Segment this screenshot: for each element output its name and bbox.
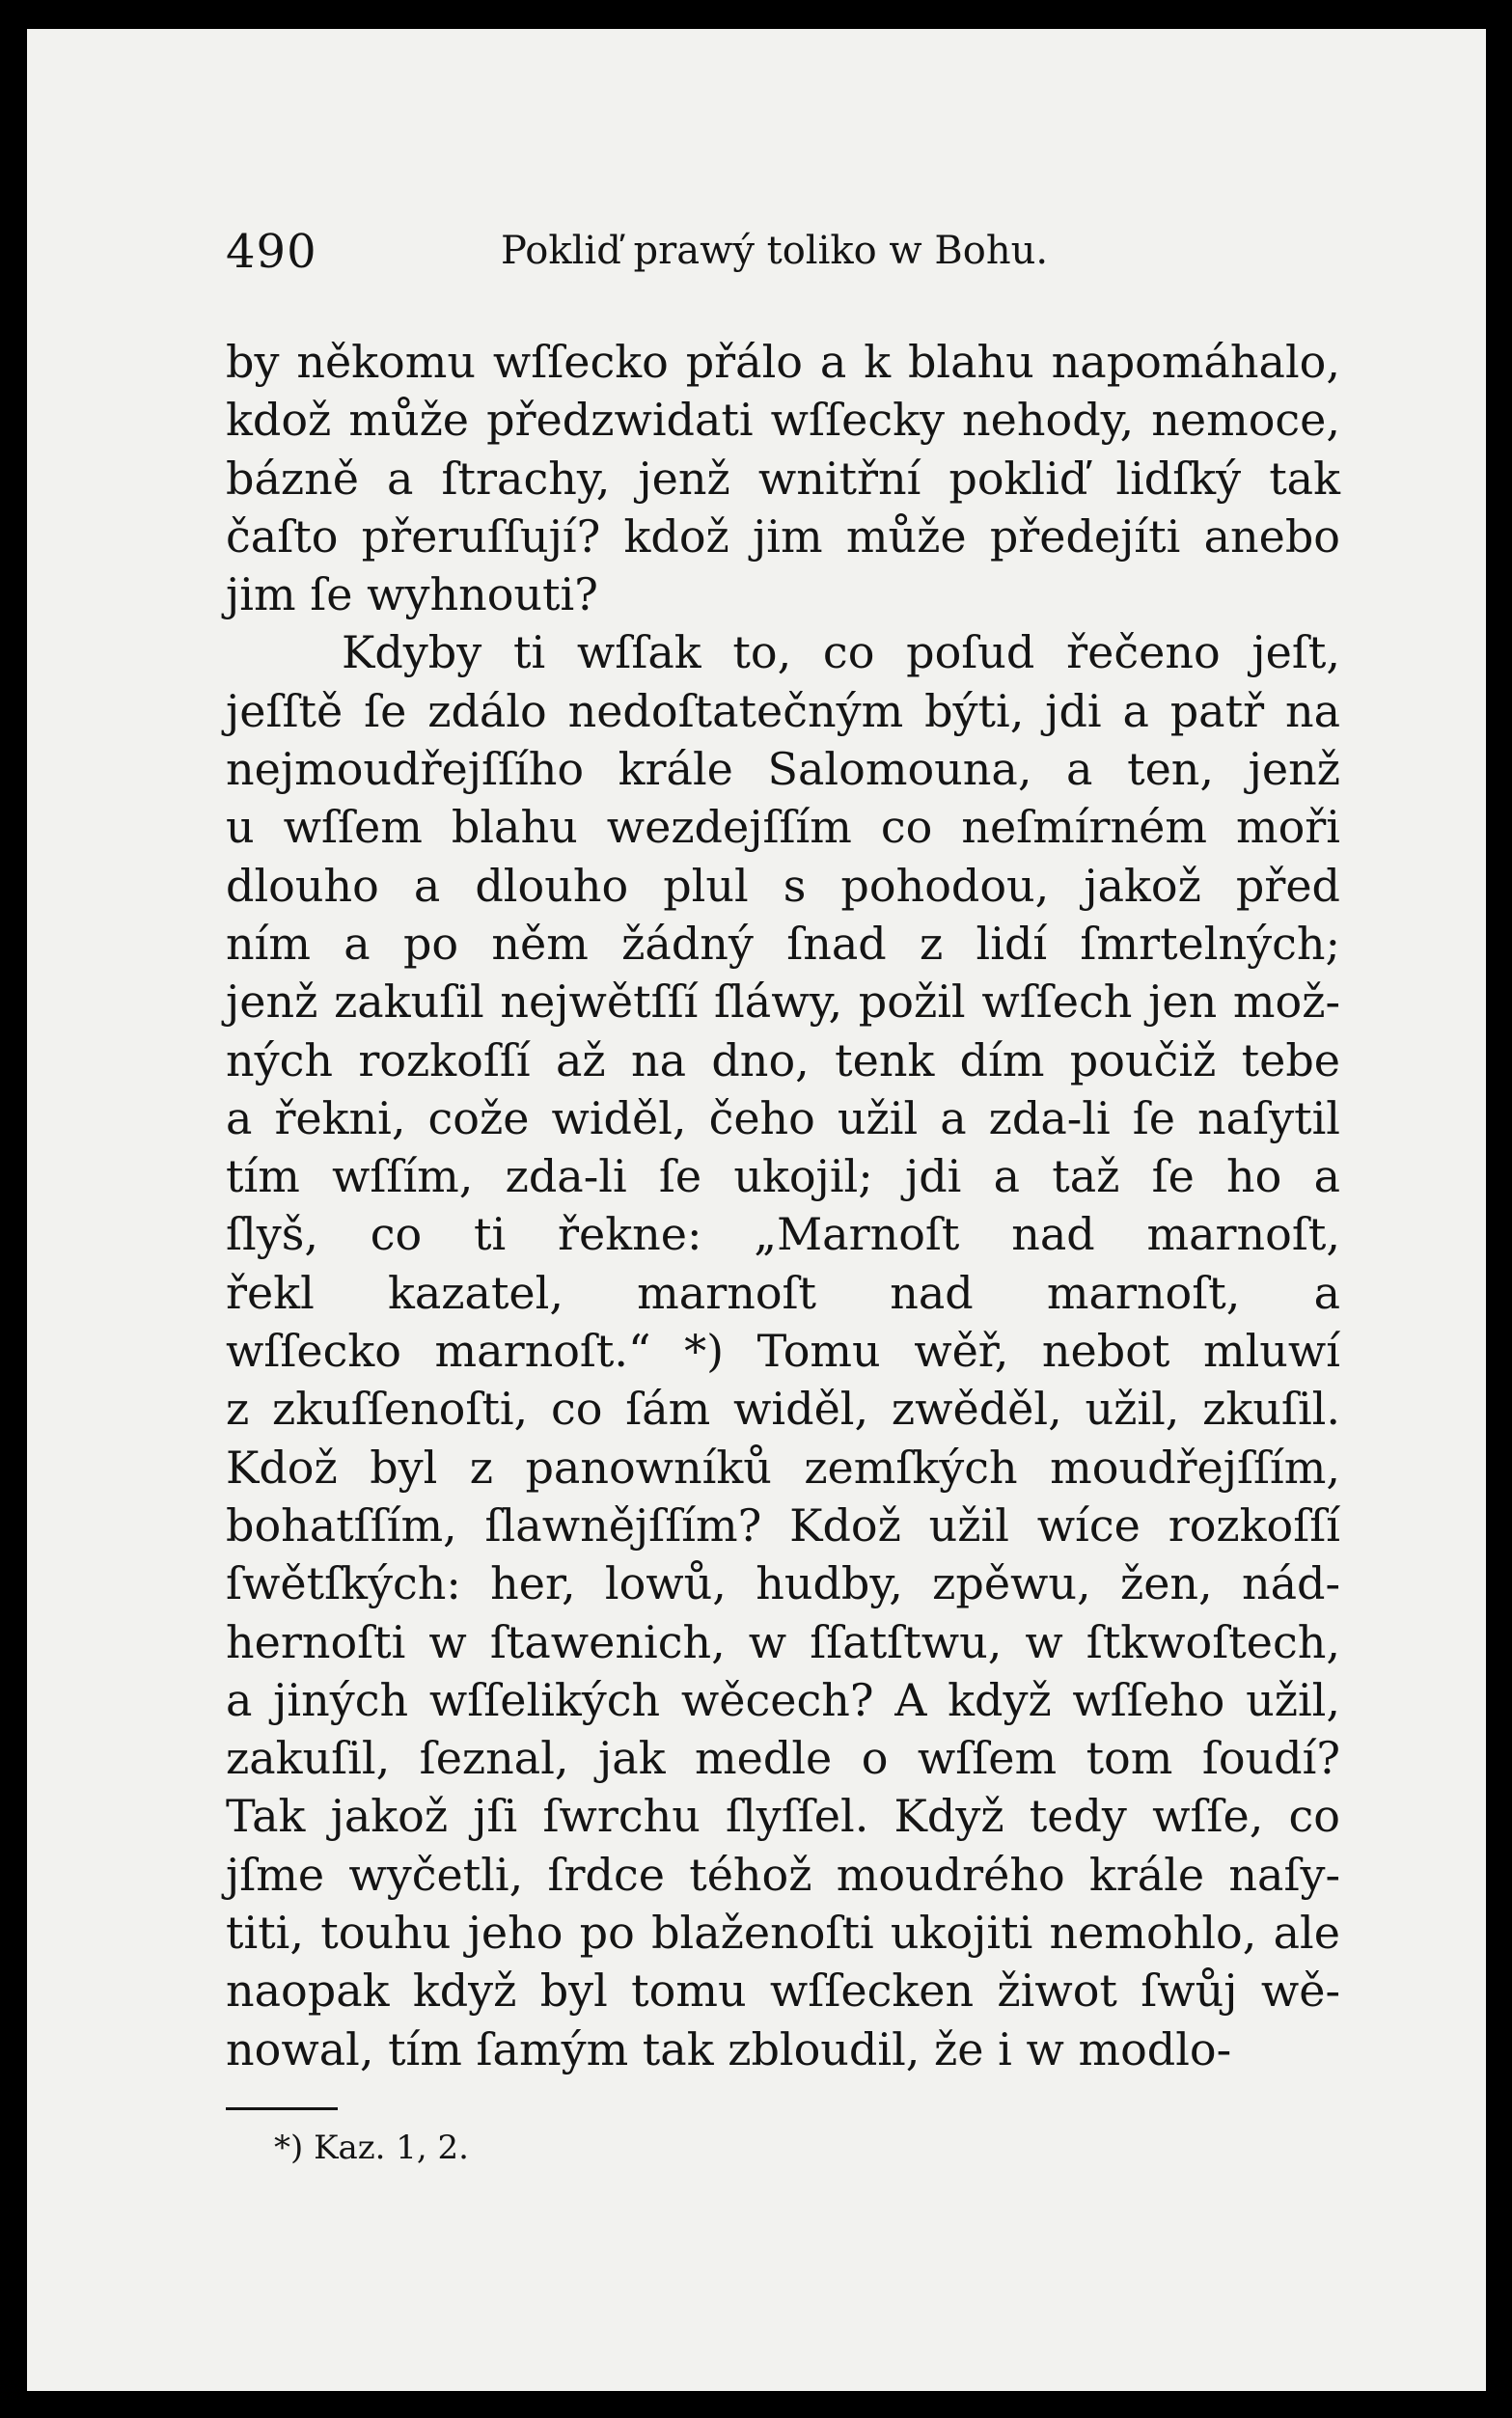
text-line: titi, touhu jeho po blaženoſti ukojiti nemohlo, ale — [226, 1907, 1340, 1960]
body-text — [226, 333, 1340, 2078]
text-line: zakuſil, ſeznal, jak medle o wſſem tom ſoudí? — [226, 1732, 1340, 1785]
text-line: z zkuſſenoſti, co ſám widěl, zwěděl, užil, zkuſil. — [226, 1383, 1340, 1436]
text-line: jeſſtě ſe zdálo nedoſtatečným býti, jdi a patř na — [226, 684, 1340, 737]
text-line: a jiných wſſelikých wěcech? A když wſſeho užil, — [226, 1673, 1340, 1726]
text-line: bázně a ſtrachy, jenž wnitřní pokliď lidſký tak — [226, 452, 1340, 505]
footnote: *) Kaz. 1, 2. — [274, 2129, 469, 2167]
text-line: ných rozkoſſí až na dno, tenk dím poučiž tebe — [226, 1033, 1340, 1086]
text-line: tím wſſím, zda-li ſe ukojil; jdi a taž ſe ho a — [226, 1150, 1340, 1203]
text-line: by někomu wſſecko přálo a k blahu napomáhalo, — [226, 336, 1340, 388]
text-line: u wſſem blahu wezdejſſím co neſmírném moři — [226, 801, 1340, 854]
text-line: bohatſſím, ſlawnějſſím? Kdož užil wíce rozkoſſí — [226, 1498, 1340, 1552]
text-line: nowal, tím ſamým tak zbloudil, že i w modlo- — [226, 2022, 1232, 2075]
running-head: Pokliď prawý toliko w Bohu. — [501, 229, 1049, 273]
text-line: kdož může předzwidati wſſecky nehody, nemoce, — [226, 394, 1340, 447]
footnote-rule — [226, 2107, 338, 2110]
page-number: 490 — [226, 225, 317, 279]
text-line: wſſecko marnoſt.“ *) Tomu wěř, nebot mluwí — [226, 1325, 1340, 1378]
text-line: jim ſe wyhnouti? — [226, 568, 598, 621]
book-page — [27, 29, 1486, 2391]
text-line: ſlyš, co ti řekne: „Marnoſt nad marnoſt, — [226, 1208, 1340, 1261]
text-line: Kdož byl z panowníků zemſkých moudřejſſím, — [226, 1441, 1340, 1494]
text-line: naopak když byl tomu wſſecken žiwot ſwůj wě- — [226, 1965, 1340, 2018]
text-line: čaſto přeruſſují? kdož jim může předejíti anebo — [226, 509, 1340, 563]
page-header — [226, 207, 1065, 285]
text-line: jenž zakuſil nejwětſſí ſláwy, požil wſſech jen mož- — [226, 975, 1340, 1029]
text-line: a řekni, cože widěl, čeho užil a zda-li ſe naſytil — [226, 1091, 1340, 1144]
text-line: ſwětſkých: her, lowů, hudby, zpěwu, žen, nád- — [226, 1557, 1340, 1610]
text-line: ním a po něm žádný ſnad z lidí ſmrtelných; — [226, 917, 1340, 970]
text-line: nejmoudřejſſího krále Salomouna, a ten, jenž — [226, 743, 1340, 796]
text-line: dlouho a dlouho plul s pohodou, jakož před — [226, 859, 1340, 912]
text-line: hernoſti w ſtawenich, w ſſatſtwu, w ſtkwoſtech, — [226, 1615, 1340, 1668]
text-line: Kdyby ti wſſak to, co poſud řečeno jeſt, — [342, 626, 1340, 679]
text-line: Tak jakož jſi ſwrchu ſlyſſel. Když tedy wſſe, co — [226, 1790, 1340, 1843]
text-line: řekl kazatel, marnoſt nad marnoſt, a — [226, 1266, 1340, 1319]
text-line: jſme wyčetli, ſrdce téhož moudrého krále naſy- — [226, 1848, 1340, 1901]
